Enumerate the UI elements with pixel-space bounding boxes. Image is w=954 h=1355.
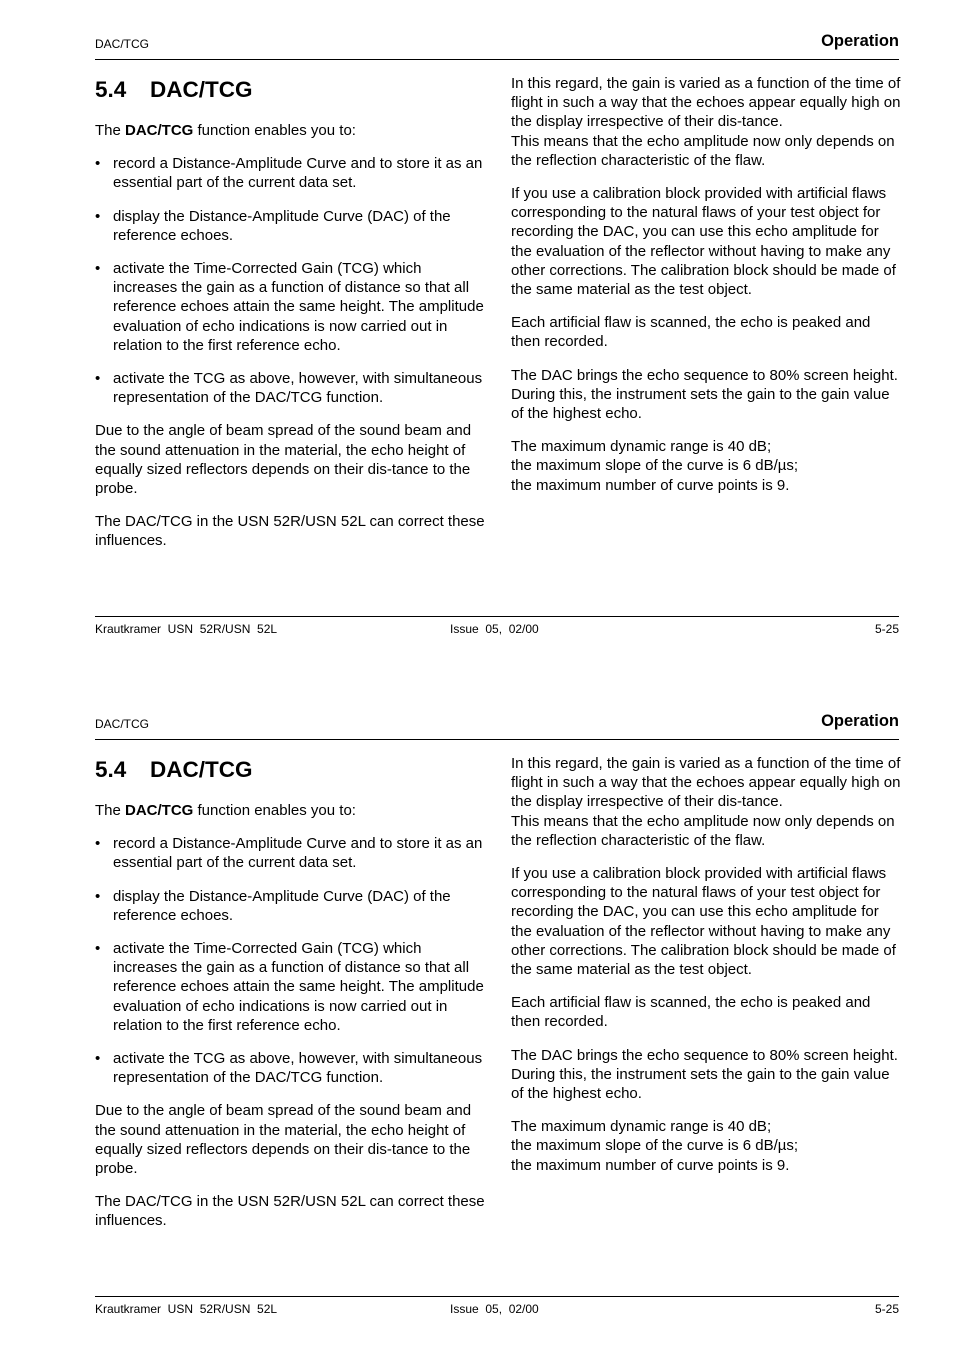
running-header-left: DAC/TCG bbox=[95, 37, 149, 51]
right-column bbox=[511, 74, 901, 509]
intro-paragraph bbox=[95, 801, 485, 820]
list-item bbox=[95, 207, 485, 245]
section-number: 5.4 bbox=[95, 77, 127, 102]
section-title: DAC/TCG bbox=[150, 77, 253, 102]
body-paragraph: Each artificial flaw is scanned, the echo is peaked and then recorded. bbox=[511, 314, 871, 351]
section-number: 5.4 bbox=[95, 757, 127, 782]
list-item-text: activate the Time-Corrected Gain (TCG) which increases the gain as a function of distance so that all reference echoes attain the same height. The amplitude evaluation of echo indications is now carried out in relation to the first reference echo. bbox=[113, 260, 484, 354]
list-item bbox=[95, 939, 485, 1035]
body-paragraph: The DAC brings the echo sequence to 80% screen height. During this, the instrument sets the gain to the gain value of the highest echo. bbox=[511, 1046, 898, 1103]
page-number: 5-25 bbox=[874, 622, 899, 636]
bullet-icon: • bbox=[95, 1050, 101, 1068]
list-item bbox=[95, 834, 485, 872]
intro-text: The bbox=[95, 122, 126, 139]
list-item bbox=[95, 887, 485, 925]
body-paragraph: The maximum dynamic range is 40 dB; the maximum slope of the curve is 6 dB/µs; the maximum number of curve points is 9. bbox=[511, 438, 799, 494]
list-item bbox=[95, 154, 485, 192]
running-header-right: Operation bbox=[821, 32, 899, 50]
body-paragraph: Due to the angle of beam spread of the sound beam and the sound attenuation in the material, the echo height of equally sized reflectors depends on their dis-tance to the probe. bbox=[95, 1102, 472, 1178]
list-item-text: record a Distance-Amplitude Curve and to store it as an essential part of the current data set. bbox=[113, 155, 483, 192]
section-heading bbox=[95, 77, 485, 103]
list-item-text: display the Distance-Amplitude Curve (DAC) of the reference echoes. bbox=[113, 887, 451, 924]
bullet-icon: • bbox=[95, 260, 101, 278]
body-paragraph: Each artificial flaw is scanned, the echo is peaked and then recorded. bbox=[511, 994, 871, 1031]
bullet-icon: • bbox=[95, 155, 101, 173]
right-column bbox=[511, 754, 901, 1189]
left-column bbox=[95, 754, 485, 1245]
intro-text-end: function enables you to: bbox=[193, 122, 356, 139]
function-list bbox=[95, 834, 485, 1087]
body-paragraph: In this regard, the gain is varied as a function of the time of flight in such a way that the echoes appear equally high on the display irrespective of their dis-tance. This means that the echo amplitude now only depends on the reflection characteristic of the flaw. bbox=[511, 755, 901, 849]
bullet-icon: • bbox=[95, 835, 101, 853]
left-column bbox=[95, 74, 485, 565]
list-item-text: record a Distance-Amplitude Curve and to store it as an essential part of the current data set. bbox=[113, 835, 483, 872]
intro-text: The bbox=[95, 802, 126, 819]
bullet-icon: • bbox=[95, 207, 101, 225]
section-heading bbox=[95, 757, 485, 783]
footer-issue: Issue 05, 02/00 bbox=[450, 622, 539, 636]
body-paragraph: The DAC/TCG in the USN 52R/USN 52L can correct these influences. bbox=[95, 513, 485, 550]
function-list bbox=[95, 154, 485, 407]
manual-page bbox=[0, 0, 954, 675]
body-paragraph: If you use a calibration block provided with artificial flaws corresponding to the natural flaws of your test object for recording the DAC, you can use this echo amplitude for the evaluation of the reflector without having to make any other corrections. The calibration block should be made of the same material as the test object. bbox=[511, 185, 896, 299]
bullet-icon: • bbox=[95, 887, 101, 905]
intro-bold-term: DAC/TCG bbox=[125, 122, 194, 139]
footer-product: Krautkramer USN 52R/USN 52L bbox=[95, 622, 278, 636]
intro-paragraph bbox=[95, 121, 485, 140]
section-title: DAC/TCG bbox=[150, 757, 253, 782]
bullet-icon: • bbox=[95, 940, 101, 958]
body-paragraph: The DAC brings the echo sequence to 80% screen height. During this, the instrument sets the gain to the gain value of the highest echo. bbox=[511, 366, 898, 423]
manual-page bbox=[0, 680, 954, 1355]
intro-bold-term: DAC/TCG bbox=[125, 802, 194, 819]
list-item-text: display the Distance-Amplitude Curve (DAC) of the reference echoes. bbox=[113, 207, 451, 244]
body-paragraph: If you use a calibration block provided with artificial flaws corresponding to the natural flaws of your test object for recording the DAC, you can use this echo amplitude for the evaluation of the reflector without having to make any other corrections. The calibration block should be made of the same material as the test object. bbox=[511, 865, 896, 979]
body-paragraph: In this regard, the gain is varied as a function of the time of flight in such a way that the echoes appear equally high on the display irrespective of their dis-tance. This means that the echo amplitude now only depends on the reflection characteristic of the flaw. bbox=[511, 75, 901, 169]
footer-issue: Issue 05, 02/00 bbox=[450, 1302, 539, 1316]
footer-product: Krautkramer USN 52R/USN 52L bbox=[95, 1302, 278, 1316]
running-header-left: DAC/TCG bbox=[95, 717, 149, 731]
intro-text-end: function enables you to: bbox=[193, 802, 356, 819]
bullet-icon: • bbox=[95, 370, 101, 388]
body-paragraph: The maximum dynamic range is 40 dB; the maximum slope of the curve is 6 dB/µs; the maximum number of curve points is 9. bbox=[511, 1118, 799, 1174]
list-item-text: activate the Time-Corrected Gain (TCG) which increases the gain as a function of distance so that all reference echoes attain the same height. The amplitude evaluation of echo indications is now carried out in relation to the first reference echo. bbox=[113, 940, 484, 1034]
list-item bbox=[95, 1049, 485, 1087]
list-item bbox=[95, 369, 485, 407]
page-number: 5-25 bbox=[874, 1302, 899, 1316]
list-item-text: activate the TCG as above, however, with simultaneous representation of the DAC/TCG function. bbox=[113, 370, 483, 407]
running-header-right: Operation bbox=[821, 712, 899, 730]
list-item-text: activate the TCG as above, however, with simultaneous representation of the DAC/TCG function. bbox=[113, 1050, 483, 1087]
body-paragraph: Due to the angle of beam spread of the sound beam and the sound attenuation in the material, the echo height of equally sized reflectors depends on their dis-tance to the probe. bbox=[95, 422, 472, 498]
body-paragraph: The DAC/TCG in the USN 52R/USN 52L can correct these influences. bbox=[95, 1193, 485, 1230]
footer-rule bbox=[95, 616, 899, 617]
footer-rule bbox=[95, 1296, 899, 1297]
header-rule bbox=[95, 739, 899, 740]
list-item bbox=[95, 259, 485, 355]
header-rule bbox=[95, 59, 899, 60]
